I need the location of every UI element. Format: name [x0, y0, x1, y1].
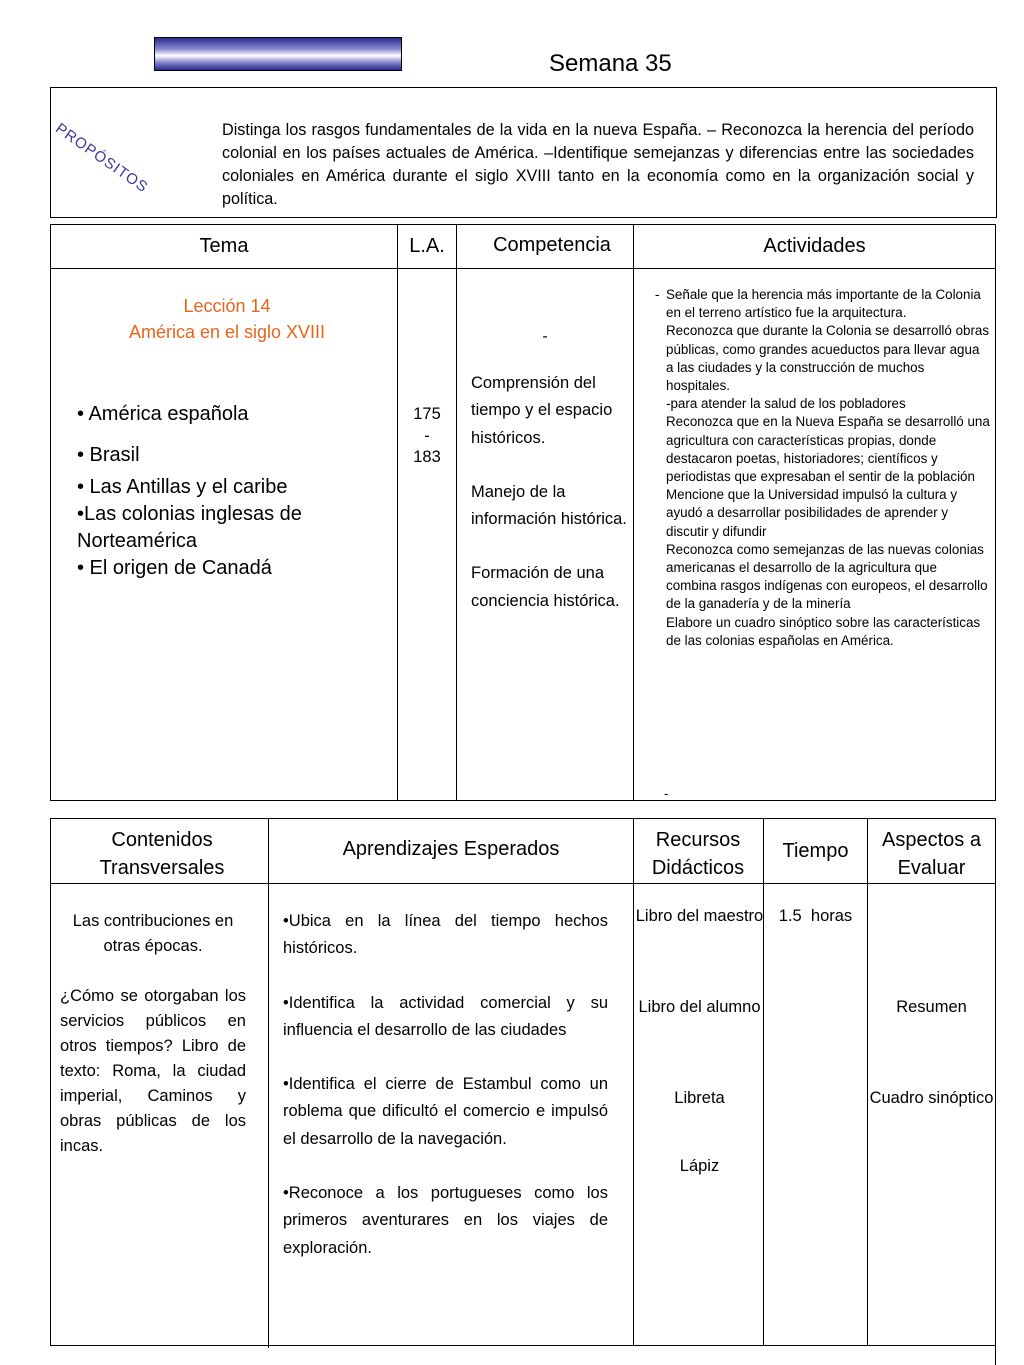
- header-competencia: Competencia: [493, 234, 611, 256]
- week-title: Semana 35: [549, 50, 672, 77]
- actividad-item: -para atender la salud de los pobladores: [666, 396, 906, 412]
- topic-item: • Brasil: [77, 444, 140, 466]
- purposes-text: Distinga los rasgos fundamentales de la vida en la nueva España. – Reconozca la herencia del período colonial en los países actuales de América. –Identifique semejanzas y diferencias entre las sociedades coloniales en América durante el siglo XVIII tanto en la economía como en la organización social y política.: [222, 121, 974, 208]
- competencia-dash: -: [542, 328, 548, 345]
- competencia-item: Comprensión del tiempo y el espacio históricos.: [471, 374, 613, 447]
- header-actividades: Actividades: [763, 235, 866, 257]
- actividades-dash: -: [655, 287, 660, 302]
- actividad-item: Señale que la herencia más importante de la Colonia en el terreno artístico fue la arquitectura.: [666, 287, 981, 321]
- competencia-item: Manejo de la información histórica.: [471, 482, 627, 529]
- recurso-item: Libro del alumno: [638, 998, 761, 1016]
- topic-item: • Las Antillas y el caribe: [77, 476, 288, 498]
- page-end: 183: [413, 448, 441, 466]
- aprendizaje-item: •Identifica el cierre de Estambul como un roblema que dificultó el comercio e impulsó el desarrollo de la navegación.: [283, 1075, 608, 1148]
- actividades-trailing-dash: -: [664, 786, 669, 801]
- decorative-gradient-bar: [154, 37, 402, 71]
- lesson-heading: [51, 293, 403, 345]
- header-aprendizajes-esperados: Aprendizajes Esperados: [342, 838, 560, 860]
- header-recursos-didacticos: Recursos Didácticos: [651, 829, 745, 879]
- recurso-item: Libro del maestro: [635, 907, 764, 925]
- actividad-item: Elabore un cuadro sinóptico sobre las características de las colonias españolas en América.: [666, 614, 981, 648]
- aprendizaje-item: •Reconoce a los portugueses como los primeros aventurares en los viajes de exploración.: [283, 1184, 608, 1257]
- aspecto-item: Cuadro sinóptico: [869, 1089, 994, 1107]
- purposes-label: PROPÓSITOS: [52, 120, 152, 197]
- aprendizaje-item: •Identifica la actividad comercial y su influencia el desarrollo de las ciudades: [283, 993, 608, 1039]
- contenidos-body: ¿Cómo se otorgaban los servicios públicos en otros tiempos? Libro de texto: Roma, la ciudad imperial, Caminos y obras públicas de los incas.: [60, 987, 246, 1155]
- tiempo-value: 1.5 horas: [778, 907, 853, 925]
- recurso-item: Lápiz: [679, 1157, 720, 1175]
- header-tiempo: Tiempo: [782, 840, 849, 862]
- header-aspectos-evaluar: Aspectos a Evaluar: [882, 829, 981, 879]
- pages-range: [398, 404, 456, 469]
- topics-list: [77, 400, 377, 582]
- topic-item: •Las colonias inglesas de Norteamérica: [77, 503, 302, 552]
- header-contenidos-transversales: Contenidos Transversales: [99, 829, 225, 879]
- lesson-subtitle: América en el siglo XVIII: [128, 322, 326, 342]
- page-separator: -: [424, 426, 430, 445]
- aprendizaje-item: •Ubica en la línea del tiempo hechos históricos.: [283, 912, 608, 958]
- aspecto-item: Resumen: [896, 998, 967, 1016]
- topic-item: • El origen de Canadá: [77, 557, 272, 579]
- contenidos-intro: Las contribuciones en otras épocas.: [72, 912, 234, 955]
- actividades-list: [666, 286, 990, 650]
- lesson-title: Lección 14: [183, 296, 271, 316]
- actividad-item: Reconozca como semejanzas de las nuevas colonias americanas el desarrollo de la agricultura que combina rasgos indígenas con europeos, el desarrollo de la ganadería y de la minería: [666, 541, 988, 612]
- header-la: L.A.: [409, 235, 445, 257]
- header-tema: Tema: [199, 235, 249, 257]
- actividad-item: Reconozca que durante la Colonia se desarrolló obras públicas, como grandes acueductos para llevar agua a las ciudades y la construcción de muchos hospitales.: [666, 323, 990, 394]
- actividad-item: Mencione que la Universidad impulsó la cultura y ayudó a desarrollar posibilidades de aprender y discutir y difundir: [666, 487, 958, 539]
- recurso-item: Libreta: [674, 1089, 725, 1107]
- aprendizajes-list: [283, 908, 608, 1262]
- page-start: 175: [413, 405, 441, 423]
- competencia-item: Formación de una conciencia histórica.: [471, 564, 620, 610]
- actividad-item: Reconozca que en la Nueva España se desarrolló una agricultura con características propias, donde destacaron poetas, historiadores; científicos y periodistas que expresaban el sentir de la población: [666, 414, 990, 485]
- topic-item: • América española: [77, 403, 249, 425]
- competencias-list: [471, 370, 631, 615]
